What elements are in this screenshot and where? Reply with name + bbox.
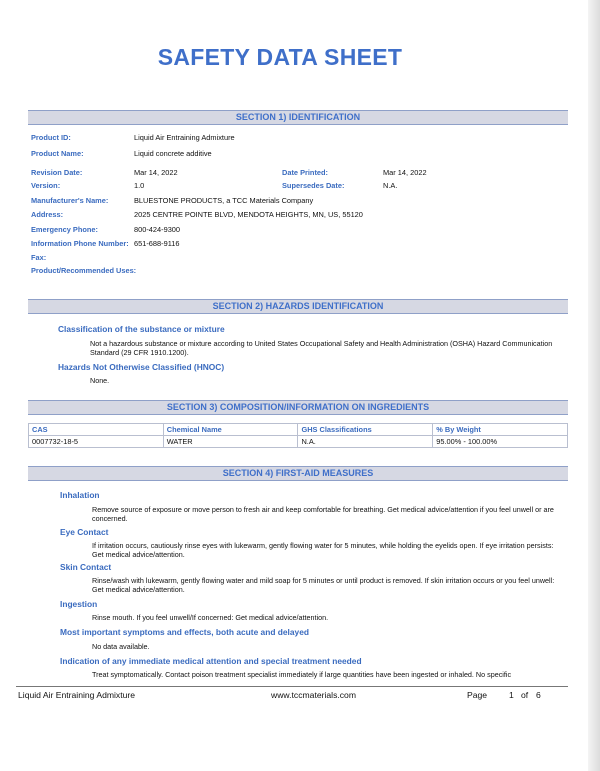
cell-chemical-name: WATER [163, 436, 298, 448]
skin-contact-heading: Skin Contact [60, 562, 112, 572]
footer-website: www.tccmaterials.com [271, 690, 356, 700]
footer-page-label: Page [467, 690, 488, 700]
composition-header-row [29, 424, 568, 436]
eye-contact-heading: Eye Contact [60, 527, 109, 537]
address-label: Address: [31, 210, 64, 219]
inhalation-text: Remove source of exposure or move person to fresh air and keep comfortable for breathing. Get medical advice/attention if you feel unwell or are concerned. [92, 505, 554, 523]
version-value: 1.0 [134, 181, 145, 190]
classification-heading: Classification of the substance or mixture [58, 324, 225, 334]
medical-attention-heading: Indication of any immediate medical attention and special treatment needed [60, 656, 362, 666]
footer-divider [16, 686, 568, 687]
revision-date-value: Mar 14, 2022 [134, 168, 178, 177]
uses-label: Product/Recommended Uses: [31, 266, 137, 275]
hnoc-text: None. [90, 376, 110, 385]
product-id-value: Liquid Air Entraining Admixture [134, 133, 235, 142]
manufacturer-value: BLUESTONE PRODUCTS, a TCC Materials Company [134, 196, 314, 205]
date-printed-value: Mar 14, 2022 [383, 168, 427, 177]
column-header-weight: % By Weight [433, 424, 568, 436]
footer-page-total: 6 [536, 690, 541, 700]
section-4-heading: SECTION 4) FIRST-AID MEASURES [28, 466, 568, 481]
supersedes-date-label: Supersedes Date: [282, 181, 345, 190]
emergency-phone-value: 800-424-9300 [134, 225, 181, 234]
ingestion-text: Rinse mouth. If you feel unwell/If concerned: Get medical advice/attention. [92, 613, 329, 622]
manufacturer-label: Manufacturer's Name: [31, 196, 109, 205]
document-title: SAFETY DATA SHEET [157, 44, 403, 70]
footer-product-name: Liquid Air Entraining Admixture [18, 690, 136, 700]
product-id-label: Product ID: [31, 133, 71, 142]
eye-contact-text: If irritation occurs, cautiously rinse eyes with lukewarm, gently flowing water for 5 minutes, while holding the eyelids open. If eye irritation persists: Get medical advice/attention. [92, 541, 554, 559]
composition-table [28, 423, 568, 448]
info-phone-value: 651-688-9116 [134, 239, 180, 248]
medical-attention-text: Treat symptomatically. Contact poison treatment specialist immediately if large quantities have been ingested or inhaled. No specific [92, 670, 512, 679]
cell-cas: 0007732-18-5 [29, 436, 164, 448]
fax-label: Fax: [31, 253, 47, 262]
classification-text: Not a hazardous substance or mixture according to United States Occupational Safety and Health Administration (OSHA) Hazard Communication Standard (29 CFR 1910.1200). [90, 339, 553, 357]
skin-contact-text: Rinse/wash with lukewarm, gently flowing water and mild soap for 5 minutes or until product is removed. If skin irritation occurs or you feel unwell: Get medical advice/attention. [92, 576, 555, 594]
date-printed-label: Date Printed: [282, 168, 328, 177]
info-phone-label: Information Phone Number: [31, 239, 129, 248]
cell-weight: 95.00% - 100.00% [433, 436, 568, 448]
ingestion-heading: Ingestion [60, 599, 98, 609]
column-header-cas: CAS [29, 424, 164, 436]
revision-date-label: Revision Date: [31, 168, 83, 177]
footer-page-number: 1 [509, 690, 514, 700]
table-row [29, 436, 568, 448]
section-3-heading: SECTION 3) COMPOSITION/INFORMATION ON INGREDIENTS [28, 400, 568, 415]
product-name-value: Liquid concrete additive [134, 149, 212, 158]
hnoc-heading: Hazards Not Otherwise Classified (HNOC) [58, 362, 225, 372]
column-header-chemical-name: Chemical Name [163, 424, 298, 436]
symptoms-text: No data available. [92, 642, 150, 651]
address-value: 2025 CENTRE POINTE BLVD, MENDOTA HEIGHTS, MN, US, 55120 [134, 210, 363, 219]
column-header-ghs: GHS Classifications [298, 424, 433, 436]
version-label: Version: [31, 181, 61, 190]
product-name-label: Product Name: [31, 149, 84, 158]
section-2-heading: SECTION 2) HAZARDS IDENTIFICATION [28, 299, 568, 314]
inhalation-heading: Inhalation [60, 490, 100, 500]
emergency-phone-label: Emergency Phone: [31, 225, 98, 234]
page-edge-shadow [588, 0, 600, 771]
footer-page-of: of [521, 690, 529, 700]
cell-ghs: N.A. [298, 436, 433, 448]
supersedes-date-value: N.A. [383, 181, 398, 190]
symptoms-heading: Most important symptoms and effects, both acute and delayed [60, 627, 309, 637]
section-1-heading: SECTION 1) IDENTIFICATION [28, 110, 568, 125]
